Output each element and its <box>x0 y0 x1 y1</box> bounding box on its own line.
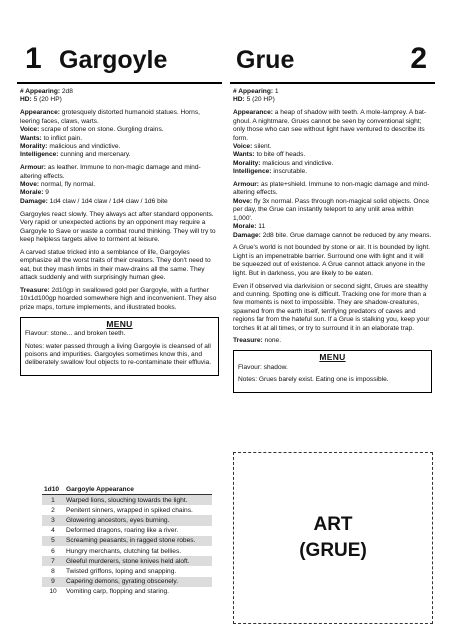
entry-header <box>230 40 435 84</box>
table-row <box>42 505 212 515</box>
treasure-line <box>20 287 219 312</box>
damage-value: 2d8 bite. Grue damage cannot be reduced by any means. <box>260 231 432 239</box>
voice-label: Voice: <box>233 142 253 150</box>
armour-label: Armour: <box>233 181 260 189</box>
table-row <box>42 556 212 566</box>
wants-value: to bite off heads. <box>254 151 306 159</box>
move-value: normal, fly normal. <box>39 181 96 189</box>
table-row-text: Screaming peasants, in ragged stone robes. <box>64 536 212 546</box>
entry-number: 1 <box>25 42 42 75</box>
table-row <box>42 577 212 587</box>
table-row-text: Warped lions, slouching towards the light. <box>64 495 212 506</box>
table-row-number: 10 <box>49 588 57 596</box>
grue-entry <box>230 40 435 393</box>
armour-value: as leather. Immune to non-magic damage and mind-altering effects. <box>20 164 201 180</box>
move-label: Move: <box>20 181 40 189</box>
description-paragraph: A carved statue tricked into a semblance of life, Gargoyles emphasize all the worst traits of their creators. They don't need to eat, but they mash limbs in their maw-drains all the same. They attack suddenly and with surprisingly human glee. <box>20 248 211 282</box>
voice-label: Voice: <box>20 126 40 134</box>
description-paragraph: Even if observed via darkvision or second sight, Grues are stealthy and cunning. Spotting one is difficult. Tracking one for more than a few moments is next to impossible. They are shadow-creatures, spawned from the earth itself, terrifying predators of caves and regions far from the hateful sun. If a Grue is stalking you, keep your torches lit at all times, or try to surround it in an elaborate trap. <box>233 282 430 332</box>
armour-label: Armour: <box>20 164 47 172</box>
morality-label: Morality: <box>20 142 48 150</box>
intelligence-value: cunning and mercenary. <box>58 151 131 159</box>
morale-value: 11 <box>256 223 266 231</box>
art-placeholder <box>233 452 433 624</box>
appearance-value: grotesquely distorted humanoid statues. Horns, leering faces, claws, warts. <box>20 109 200 125</box>
entry-title: Grue <box>236 46 295 74</box>
hd-value: 5 (20 HP) <box>244 96 275 104</box>
treasure-line <box>233 337 432 345</box>
table-row <box>42 495 212 506</box>
menu-title: MENU <box>319 352 346 363</box>
description-paragraph: Gargoyles react slowly. They always act after standard opponents. Very rapid or unexpected actions by an opponent may require a Gargoyle to Save or waste a combat round thinking. They will try to keep helpless targets alive to torment at leisure. <box>20 210 216 243</box>
entry-title: Gargoyle <box>59 46 168 74</box>
art-label: ART <box>313 514 353 535</box>
art-sublabel: (GRUE) <box>299 540 367 561</box>
hd-label: HD: <box>20 96 32 104</box>
table-row-text: Penitent sinners, wrapped in spiked chains. <box>66 506 193 514</box>
menu-box <box>20 317 219 376</box>
morale-label: Morale: <box>20 189 44 197</box>
wants-label: Wants: <box>233 151 255 159</box>
table-row <box>42 587 212 597</box>
table-row-text: Deformed dragons, roaring like a river. <box>66 527 179 535</box>
table-row-text: Hungry merchants, clutching fat bellies. <box>66 547 182 555</box>
stat-block <box>230 88 435 393</box>
wants-value: to inflict pain. <box>41 134 83 142</box>
hd-label: HD: <box>233 96 245 104</box>
table-row <box>42 526 212 536</box>
table-row-text: Vomiting carp, flopping and staring. <box>66 588 169 596</box>
table-die-header: 1d10 <box>42 485 64 495</box>
armour-value: as plate+shield. Immune to non-magic damage and mind-altering effects. <box>233 181 430 197</box>
morality-value: malicious and vindictive. <box>260 159 334 167</box>
appearing-label: # Appearing: <box>233 88 274 95</box>
table-row-text: Capering demons, gyrating obscenely. <box>64 577 212 587</box>
hd-value: 5 (20 HP) <box>31 96 62 104</box>
damage-label: Damage: <box>233 231 261 239</box>
treasure-label: Treasure: <box>20 287 50 295</box>
table-row-number: 7 <box>42 556 64 566</box>
table-row-text: Gleeful murderers, stone knives held aloft. <box>64 556 212 566</box>
morale-label: Morale: <box>233 223 257 231</box>
appearance-value: a heap of shadow with teeth. A mole-lamprey. A bat-ghoul. A nightmare. Grues cannot be seen by conventional sight; only those who can see without light have ventured to describe its form. <box>233 109 427 142</box>
menu-flavour: Flavour: stone... and broken teeth. <box>25 330 126 338</box>
menu-box <box>233 350 432 392</box>
gargoyle-entry <box>17 40 222 376</box>
appearing-label: # Appearing: <box>20 88 61 95</box>
move-label: Move: <box>233 197 253 205</box>
morale-value: 9 <box>43 189 49 197</box>
menu-notes: Notes: water passed through a living Gargoyle is cleansed of all poisons and impurities. Gargoyles sometimes know this, and deliberately swallow foul objects to re-contaminate their effluvia. <box>25 342 212 367</box>
table-row-number: 6 <box>51 547 55 555</box>
appearance-label: Appearance: <box>233 109 273 117</box>
table-row-number: 5 <box>42 536 64 546</box>
table-body <box>42 495 212 597</box>
table-row-text: Twisted griffons, loping and snapping. <box>66 567 177 575</box>
table-row <box>42 546 212 556</box>
voice-value: scrape of stone on stone. Gurgling drains. <box>39 126 164 134</box>
menu-flavour: Flavour: shadow. <box>238 363 288 371</box>
table-row <box>42 536 212 546</box>
table-row-number: 8 <box>51 567 55 575</box>
table-row-number: 2 <box>51 506 55 514</box>
stat-block <box>17 88 222 376</box>
morality-label: Morality: <box>233 159 261 167</box>
gargoyle-appearance-table <box>42 485 212 597</box>
appearing-value: 1 <box>273 88 279 95</box>
intelligence-value: inscrutable. <box>271 168 308 176</box>
intelligence-label: Intelligence: <box>20 151 59 159</box>
damage-label: Damage: <box>20 197 48 205</box>
morality-value: malicious and vindictive. <box>47 142 121 150</box>
treasure-label: Treasure: <box>233 337 263 345</box>
appearing-value: 2d8 <box>60 88 73 95</box>
table-title-header: Gargoyle Appearance <box>64 485 212 495</box>
voice-value: silent. <box>252 142 272 150</box>
appearance-label: Appearance: <box>20 109 60 117</box>
table-row-number: 1 <box>42 495 64 506</box>
entry-header <box>17 40 222 84</box>
table-row-number: 9 <box>42 577 64 587</box>
table-row-number: 4 <box>51 527 55 535</box>
treasure-value: 2d10gp in swallowed gold per Gargoyle, with a further 10x1d100gp hoarded somewhere high and inconvenient. They also prize maps, torture implements, and illustrated books. <box>20 287 217 311</box>
table-row <box>42 515 212 525</box>
description-paragraph: A Grue's world is not bounded by stone or air. It is bounded by light. Light is an impenetrable barrier. Surround one with light and it will be squeezed out of existence. A Grue cannot attack anyone in the light. But in darkness, you are likely to be eaten. <box>233 244 430 277</box>
table-row <box>42 566 212 576</box>
treasure-value: none. <box>262 337 282 345</box>
damage-value: 1d4 claw / 1d4 claw / 1d4 claw / 1d6 bite <box>47 197 168 205</box>
move-value: fly 3x normal. Pass through non-magical solid objects. Once per day, the Grue can instantly teleport to any unlit area within 1,000'. <box>233 197 430 222</box>
wants-label: Wants: <box>20 134 42 142</box>
table-header-row <box>42 485 212 495</box>
entry-number: 2 <box>410 42 427 75</box>
intelligence-label: Intelligence: <box>233 168 272 176</box>
table-row-text: Glowering ancestors, eyes burning. <box>64 515 212 525</box>
menu-title: MENU <box>106 318 133 329</box>
table-row-number: 3 <box>42 515 64 525</box>
menu-notes: Notes: Grues barely exist. Eating one is impossible. <box>238 376 389 384</box>
